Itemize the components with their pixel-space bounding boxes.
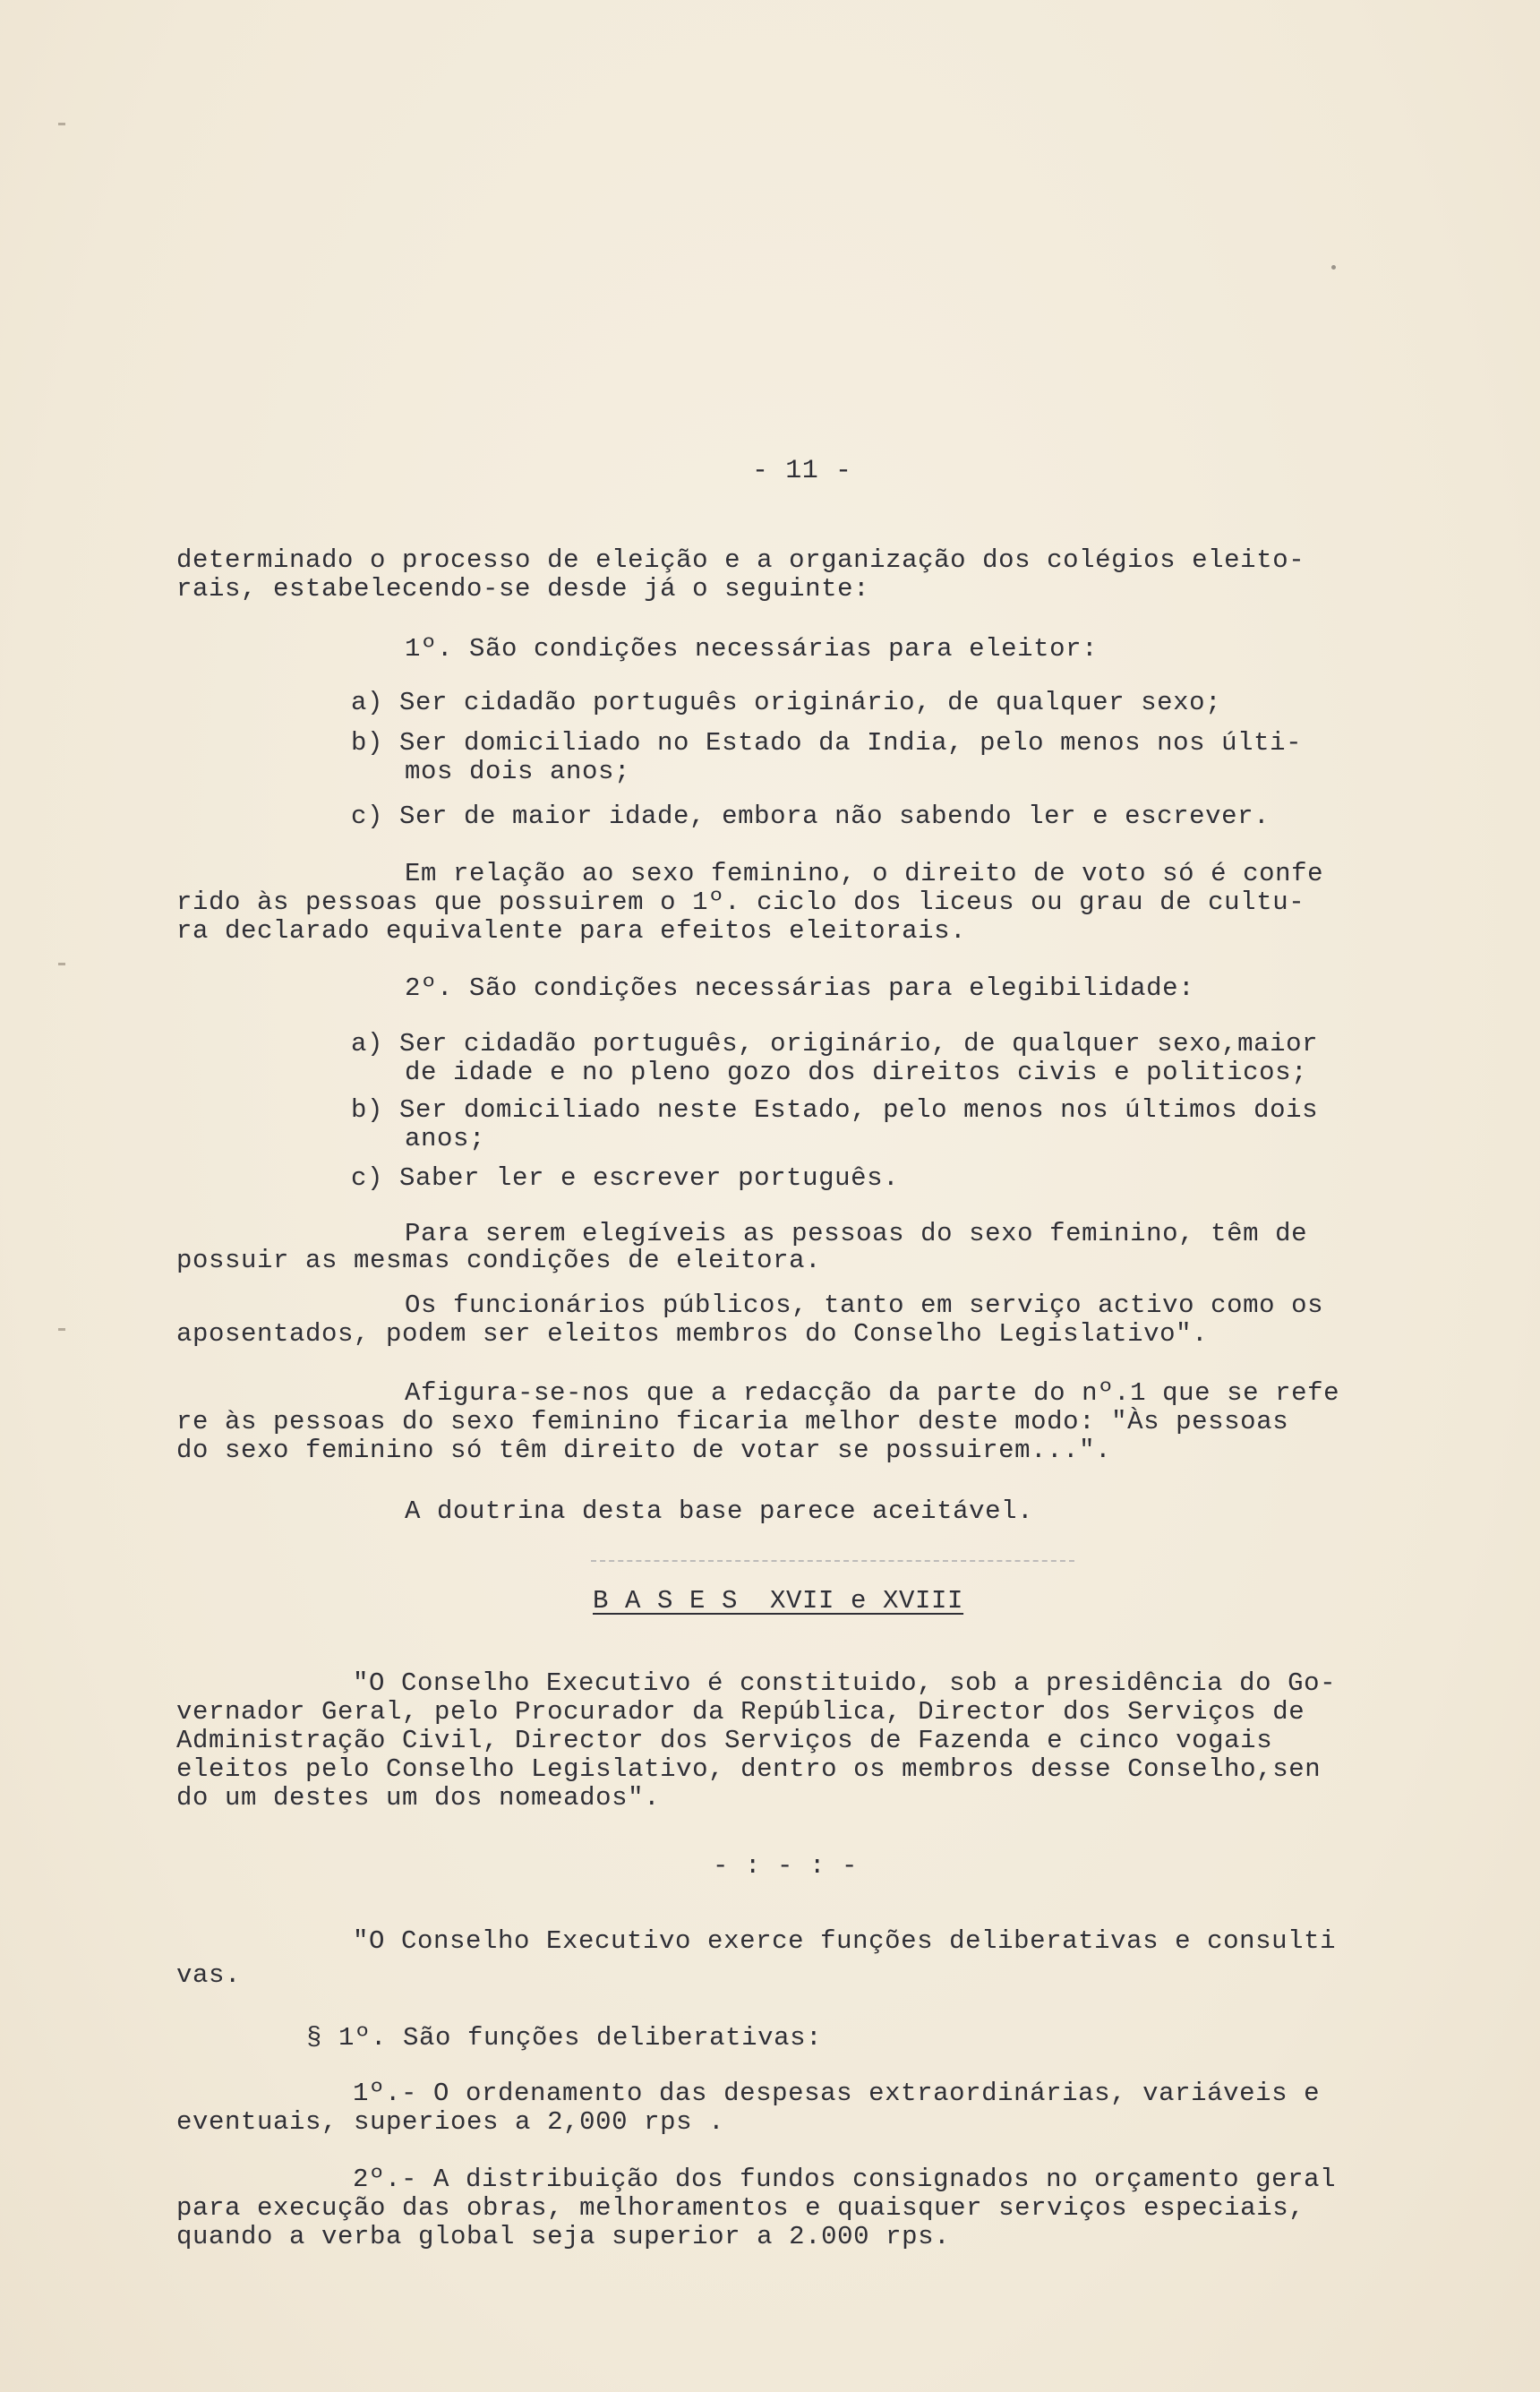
text-line: 1º.- O ordenamento das despesas extraordinárias, variáveis e	[353, 2079, 1321, 2108]
text-line: Para serem elegíveis as pessoas do sexo feminino, têm de	[405, 1219, 1308, 1248]
text-line: do um destes um dos nomeados".	[176, 1783, 661, 1813]
text-line: "O Conselho Executivo exerce funções deliberativas e consulti	[353, 1926, 1337, 1956]
paper-speck	[1331, 265, 1336, 270]
text-line: rido às pessoas que possuirem o 1º. ciclo dos liceus ou grau de cultu-	[176, 887, 1305, 917]
text-line: vas.	[176, 1960, 242, 1990]
text-line: vernador Geral, pelo Procurador da República, Director dos Serviços de	[176, 1697, 1305, 1727]
text-line: possuir as mesmas condições de eleitora.	[176, 1246, 822, 1275]
text-line: 2º.- A distribuição dos fundos consignados no orçamento geral	[353, 2165, 1337, 2194]
text-line: quando a verba global seja superior a 2.000 rps.	[176, 2222, 951, 2251]
text-line: rais, estabelecendo-se desde já o seguinte:	[176, 574, 870, 604]
text-line: 2º. São condições necessárias para elegibilidade:	[405, 973, 1195, 1003]
text-line: A doutrina desta base parece aceitável.	[405, 1496, 1034, 1526]
text-line: Afigura-se-nos que a redacção da parte do nº.1 que se refe	[405, 1378, 1340, 1408]
text-line: Administração Civil, Director dos Serviços de Fazenda e cinco vogais	[176, 1726, 1273, 1755]
text-line: do sexo feminino só têm direito de votar se possuirem...".	[176, 1436, 1112, 1465]
list-item-continuation: de idade e no pleno gozo dos direitos civis e politicos;	[405, 1058, 1308, 1087]
section-heading: B A S E S XVII e XVIII	[593, 1586, 964, 1616]
separator-line	[591, 1560, 1074, 1562]
text-line: aposentados, podem ser eleitos membros do Conselho Legislativo".	[176, 1319, 1209, 1349]
margin-mark	[58, 123, 65, 125]
list-item: a) Ser cidadão português originário, de qualquer sexo;	[351, 688, 1222, 717]
text-line: § 1º. São funções deliberativas:	[306, 2023, 823, 2053]
list-item: c) Saber ler e escrever português.	[351, 1163, 900, 1193]
text-line: "O Conselho Executivo é constituido, sob a presidência do Go-	[353, 1668, 1337, 1698]
page-number: - 11 -	[752, 456, 852, 486]
text-line: ra declarado equivalente para efeitos eleitorais.	[176, 916, 967, 946]
text-line: eleitos pelo Conselho Legislativo, dentro os membros desse Conselho,sen	[176, 1754, 1322, 1784]
text-line: 1º. São condições necessárias para eleitor:	[405, 634, 1099, 664]
text-line: para execução das obras, melhoramentos e quaisquer serviços especiais,	[176, 2193, 1305, 2223]
list-item: a) Ser cidadão português, originário, de qualquer sexo,maior	[351, 1029, 1319, 1059]
margin-mark	[58, 963, 65, 965]
text-line: Em relação ao sexo feminino, o direito de voto só é confe	[405, 859, 1324, 888]
text-line: determinado o processo de eleição e a organização dos colégios eleito-	[176, 545, 1305, 575]
list-item: c) Ser de maior idade, embora não sabendo ler e escrever.	[351, 802, 1270, 831]
list-item: b) Ser domiciliado no Estado da India, pelo menos nos últi-	[351, 728, 1303, 758]
text-line: re às pessoas do sexo feminino ficaria melhor deste modo: "Às pessoas	[176, 1407, 1289, 1436]
list-item-continuation: anos;	[405, 1124, 486, 1153]
text-line: Os funcionários públicos, tanto em serviço activo como os	[405, 1290, 1324, 1320]
separator: - : - : -	[713, 1851, 859, 1881]
list-item: b) Ser domiciliado neste Estado, pelo menos nos últimos dois	[351, 1095, 1319, 1125]
margin-mark	[58, 1328, 65, 1331]
text-line: eventuais, superioes a 2,000 rps .	[176, 2107, 725, 2137]
list-item-continuation: mos dois anos;	[405, 757, 631, 786]
